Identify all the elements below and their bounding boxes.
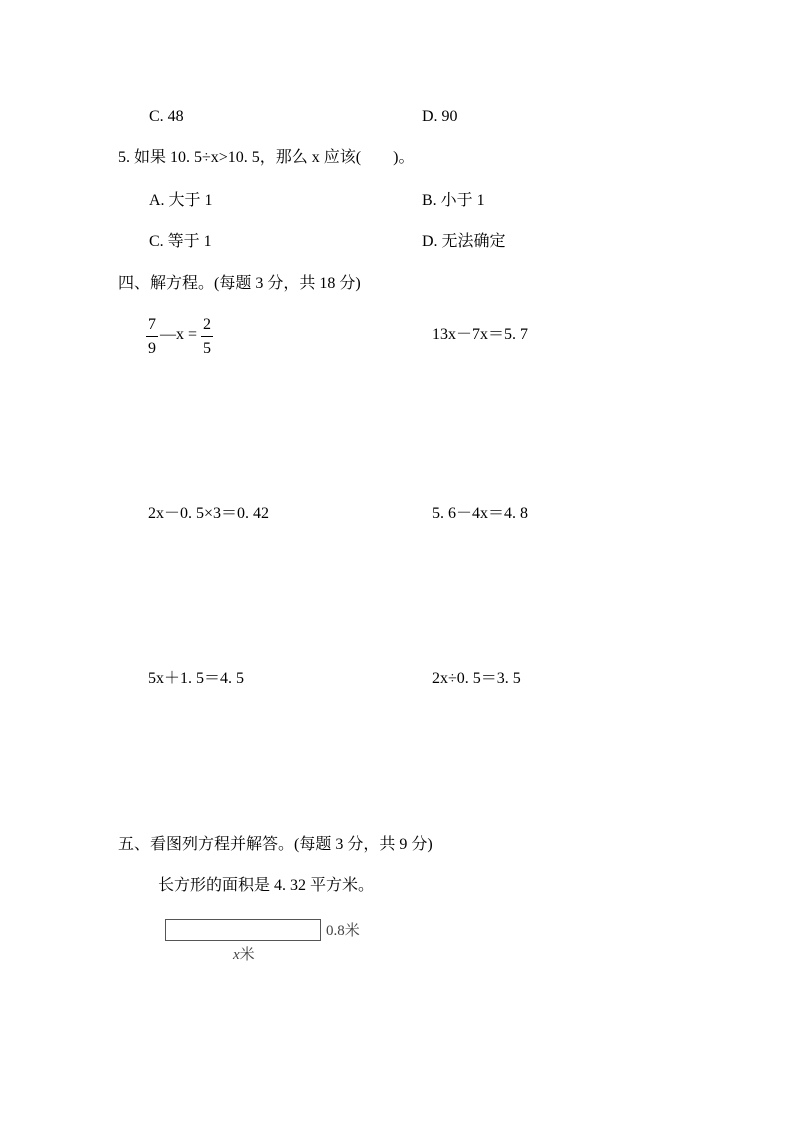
section5-heading: 五、看图列方程并解答。(每题 3 分，共 9 分) <box>118 836 433 853</box>
eq1-denominator-right: 5 <box>203 340 211 357</box>
eq1-middle: —x = <box>160 326 198 343</box>
width-variable: x <box>233 947 240 963</box>
q4-option-c: C. 48 <box>149 108 184 125</box>
rectangle-height-label: 0.8米 <box>326 923 360 939</box>
eq1-numerator-left: 7 <box>148 316 156 333</box>
eq1-fraction-left <box>146 317 158 357</box>
width-unit: 米 <box>239 947 255 963</box>
section5-problem: 长方形的面积是 4. 32 平方米。 <box>158 877 375 894</box>
eq1-numerator-right: 2 <box>203 316 211 333</box>
q5-option-a: A. 大于 1 <box>149 192 213 209</box>
equation-2: 13x－7x＝5. 7 <box>432 326 529 343</box>
equation-5: 5x＋1. 5＝4. 5 <box>148 670 245 687</box>
section4-heading: 四、解方程。(每题 3 分，共 18 分) <box>118 275 361 292</box>
q4-option-d: D. 90 <box>422 108 458 125</box>
q5-option-d: D. 无法确定 <box>422 233 506 250</box>
equation-4: 5. 6－4x＝4. 8 <box>432 505 529 522</box>
q5-stem: 5. 如果 10. 5÷x>10. 5，那么 x 应该( )。 <box>118 149 415 166</box>
equation-3: 2x－0. 5×3＝0. 42 <box>148 505 270 522</box>
equation-6: 2x÷0. 5＝3. 5 <box>432 670 521 687</box>
rectangle-figure <box>165 919 321 941</box>
q5-option-b: B. 小于 1 <box>422 192 485 209</box>
q5-option-c: C. 等于 1 <box>149 233 212 250</box>
rectangle-width-label <box>233 948 255 963</box>
eq1-fraction-right <box>201 317 213 357</box>
eq1-denominator-left: 9 <box>148 340 156 357</box>
